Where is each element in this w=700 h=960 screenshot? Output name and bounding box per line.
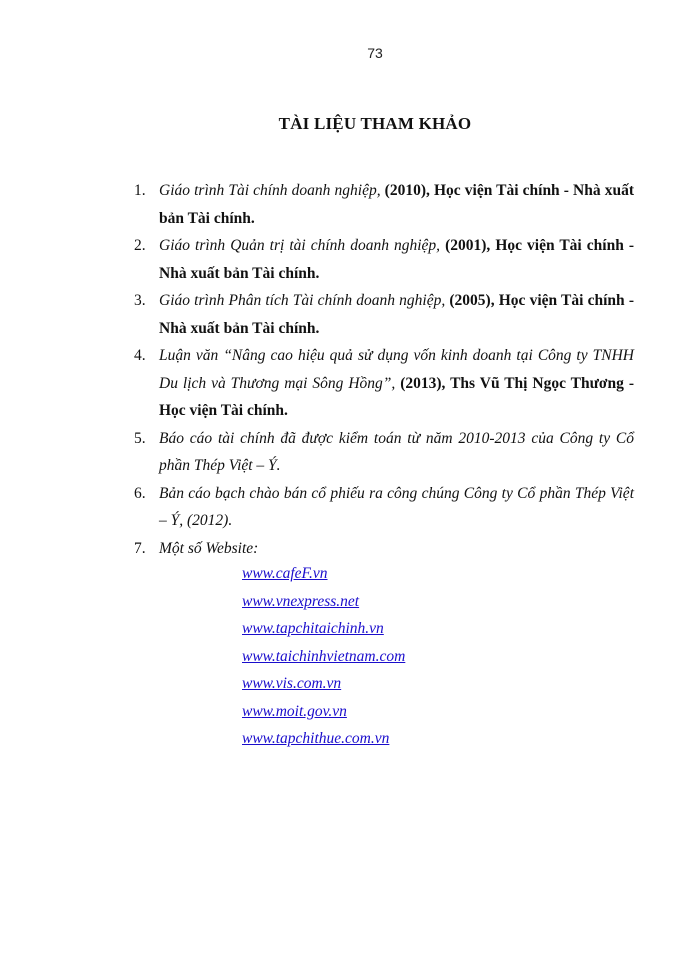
page-number: 73 <box>367 45 383 61</box>
website-item <box>242 588 405 616</box>
reference-title: Một số Website: <box>159 539 259 557</box>
website-item <box>242 560 405 588</box>
reference-title: Giáo trình Tài chính doanh nghiệp, <box>159 182 381 199</box>
website-item <box>242 670 405 698</box>
website-link[interactable]: www.cafeF.vn <box>242 565 328 582</box>
reference-details: (2013), Ths Vũ Thị Ngọc Thương -Học viện Tài chính. <box>159 374 634 419</box>
reference-title: Giáo trình Phân tích Tài chính doanh nghiệp, <box>159 292 446 309</box>
reference-number: 2. <box>134 237 146 254</box>
reference-item <box>134 342 634 425</box>
reference-list <box>134 177 634 562</box>
reference-item <box>134 425 634 480</box>
website-item <box>242 615 405 643</box>
reference-item <box>134 177 634 232</box>
website-item <box>242 725 405 753</box>
reference-details: (2010), Học viện Tài chính - Nhà xuất bản Tài chính. <box>159 182 634 227</box>
reference-title: Báo cáo tài chính đã được kiểm toán từ năm 2010-2013 của Công ty Cổ phần Thép Việt – Ý. <box>159 429 634 474</box>
website-link[interactable]: www.tapchitaichinh.vn <box>242 620 384 637</box>
website-link[interactable]: www.taichinhvietnam.com <box>242 647 406 665</box>
website-item <box>242 698 405 726</box>
website-link[interactable]: www.tapchithue.com.vn <box>242 730 390 747</box>
reference-number: 3. <box>134 292 146 309</box>
reference-number: 4. <box>134 347 146 364</box>
reference-details: (2005), Học viện Tài chính - Nhà xuất bản Tài chính. <box>159 292 634 337</box>
website-link[interactable]: www.vnexpress.net <box>242 592 360 610</box>
website-link[interactable]: www.moit.gov.vn <box>242 702 347 720</box>
reference-item <box>134 232 634 287</box>
reference-title: Luận văn “Nâng cao hiệu quả sử dụng vốn kinh doanh tại Công ty TNHH Du lịch và Thương mại Sông Hồng”, <box>159 347 634 392</box>
reference-title: Bản cáo bạch chào bán cổ phiếu ra công chúng Công ty Cổ phần Thép Việt – Ý, (2012). <box>159 484 634 529</box>
reference-item <box>134 535 634 563</box>
reference-number: 7. <box>134 539 146 557</box>
website-item <box>242 643 405 671</box>
reference-details: (2001), Học viện Tài chính - Nhà xuất bản Tài chính. <box>159 237 635 282</box>
reference-number: 1. <box>134 182 146 199</box>
website-link[interactable]: www.vis.com.vn <box>242 675 342 692</box>
website-list <box>242 560 405 753</box>
page-title: TÀI LIỆU THAM KHẢO <box>278 114 472 133</box>
reference-item <box>134 287 634 342</box>
reference-title: Giáo trình Quản trị tài chính doanh nghiệp, <box>159 237 441 254</box>
reference-number: 5. <box>134 429 146 447</box>
reference-number: 6. <box>134 484 146 502</box>
reference-item <box>134 480 634 535</box>
